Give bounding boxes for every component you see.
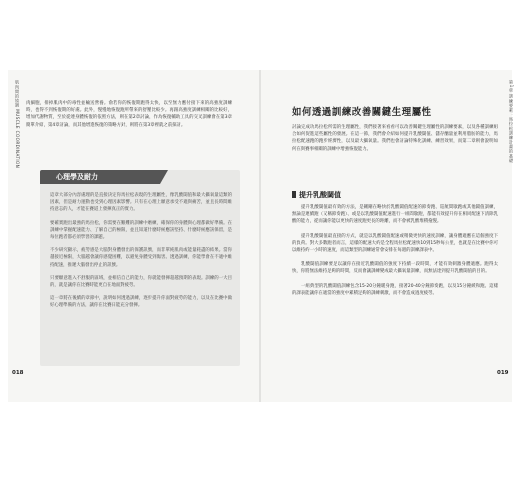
right-side-header: 第1章 訓練要素：馬拉松訓練計畫的基礎: [509, 80, 514, 163]
left-intro-text: [26, 100, 232, 129]
body-paragraph: 乳酸閾值訓練要足以讓你在接近乳酸閾值的強度下持續一段時間，才能有效刺激身體適應。跑得太快，你將無法維持足夠的時間，反而會讓訓練變成最大攝氧量訓練，而無法達到提升乳酸閾值的目的。: [292, 262, 498, 275]
subsection-heading: [292, 190, 341, 200]
right-intro-text: [292, 124, 498, 153]
left-page-number: 018: [12, 370, 24, 376]
left-side-header: 肌肉間的協調 MUSCLE COORDINATION: [15, 80, 20, 169]
heading-bar-marker: [292, 191, 296, 198]
sidebar-box-body: [50, 192, 232, 316]
box-paragraph: 只要願意進入不舒服的區域，並相信自己的能力，你就能發揮超越預期的表現。訓練的一大目的，就是讓你在比賽時能更自在地面對疲勞。: [50, 275, 232, 289]
right-body-text: [292, 204, 498, 304]
sidebar-box-title-text: 心理學及耐力: [56, 173, 98, 181]
box-paragraph: 這章大部分內容處理的是直接決定你馬拉松表現的生理屬性，像乳酸閾值和最大攝氧量這類的因素，但是耐力運動也受到心理因素影響。只有在心理上願意承受不適與痛苦，並且長時間維持意志的人，才能在賽道上發揮真正的實力。: [50, 193, 232, 213]
body-paragraph: 提升乳酸閾值最有效的方法，是剛剛在略快於乳酸閾值配速的節奏跑、巡航間歇跑或其他閾值訓練，無論是連續跑（又稱節奏跑）、或是以乳酸閾值配速進行一組間歇跑，都能有效提升你在相同配速下清除乳酸的能力，從而讓你能以更快的速度跑更長的距離，而不會被乳酸堆積拖慢。: [292, 205, 498, 225]
body-paragraph: 一組典型的乳酸閾值訓練包含15-20分鐘暖身跑，接著20-40分鐘節奏跑，以及15分鐘緩和跑。這樣的課表能讓你在適當的強度中累積足夠的訓練刺激，而不會造成過度疲勞。: [292, 283, 498, 296]
right-intro-paragraph: 討論完成功馬拉松所需的生理屬性，我們接著來看看可以改善關鍵生理屬性的訓練要素，以及各種訓練組合如何促進這些屬性的發展。在這一節，我們會介紹如何提升乳酸閾值、儲存醣量並利用脂肪的能力，馬拉松配速跑的跑步經濟性，以及最大攝氧量。我們也會討論特殊化訓練、練習效果，而第二章則會說明如何在與賽事相關的訓練中增強恢復能力。: [292, 125, 498, 152]
section-heading: 如何透過訓練改善關鍵生理屬性: [292, 107, 432, 118]
page-gutter: [259, 70, 261, 402]
sidebar-box-title: [40, 170, 160, 184]
subsection-heading-text: 提升乳酸閾值: [299, 191, 341, 199]
box-paragraph: 要確實跑出最強的馬拉松，你需要在艱難的訓練中磨練，確保你的身體與心理都做好準備。在訓練中掌握配速能力、了解自己的極限，並且知道什麼時候應該堅持、什麼時候應該保留，是每位跑者都必須學習的課題。: [50, 220, 232, 241]
left-intro-paragraph: 肉細胞，排掉肌肉中的毒性並輸送營養。俞若你的恢復期跑得太快，以至無力應付接下來的高強度訓練時，也得不到恢復期的好處。此外，慢慢地恢復跑所帶來的舒壓比較少。再跟高強度訓練相關的比較好，增加代謝物質，至於從連身體恢復的依照方法，則在第2章討論，作為恢復輔助工具的交叉訓練會在第3章簡單介紹，第4章討論，而其他增進恢復的策略方針，則將在第3章裡就之前探討。: [26, 101, 232, 128]
box-paragraph: 這一章將在後續的章節中，說明如何透過訓練，逐步提升你面對疲勞的能力，以及在比賽中做好心理準備的方法，讓你在比賽日能充分發揮。: [50, 296, 232, 309]
title-tab-shape: [160, 170, 168, 184]
body-paragraph: 提升乳酸閾值最直接的方式，就是以乳酸閾值配速或稍微更快的速度訓練，讓身體適應在這個強度下的負荷。對大多數跑者而言，這樣的配速大約是全程馬拉松配速快10到15秒每公里，也就是在比賽中你可以維持約一小時的速度，而這類型的訓練通常會安排在每週的訓練課表中。: [292, 233, 498, 254]
box-paragraph: 不少研究顯示，疲勞感是大腦對身體發出的保護訊號，而非單純肌肉或能量耗盡的結果。當你越接近極限，大腦越會讓你感覺困難，以避免身體受到傷害。透過訓練，你能學會在不適中維持配速，推遲大腦發出停止的訊號。: [50, 248, 232, 268]
right-page-number: 019: [497, 370, 509, 376]
